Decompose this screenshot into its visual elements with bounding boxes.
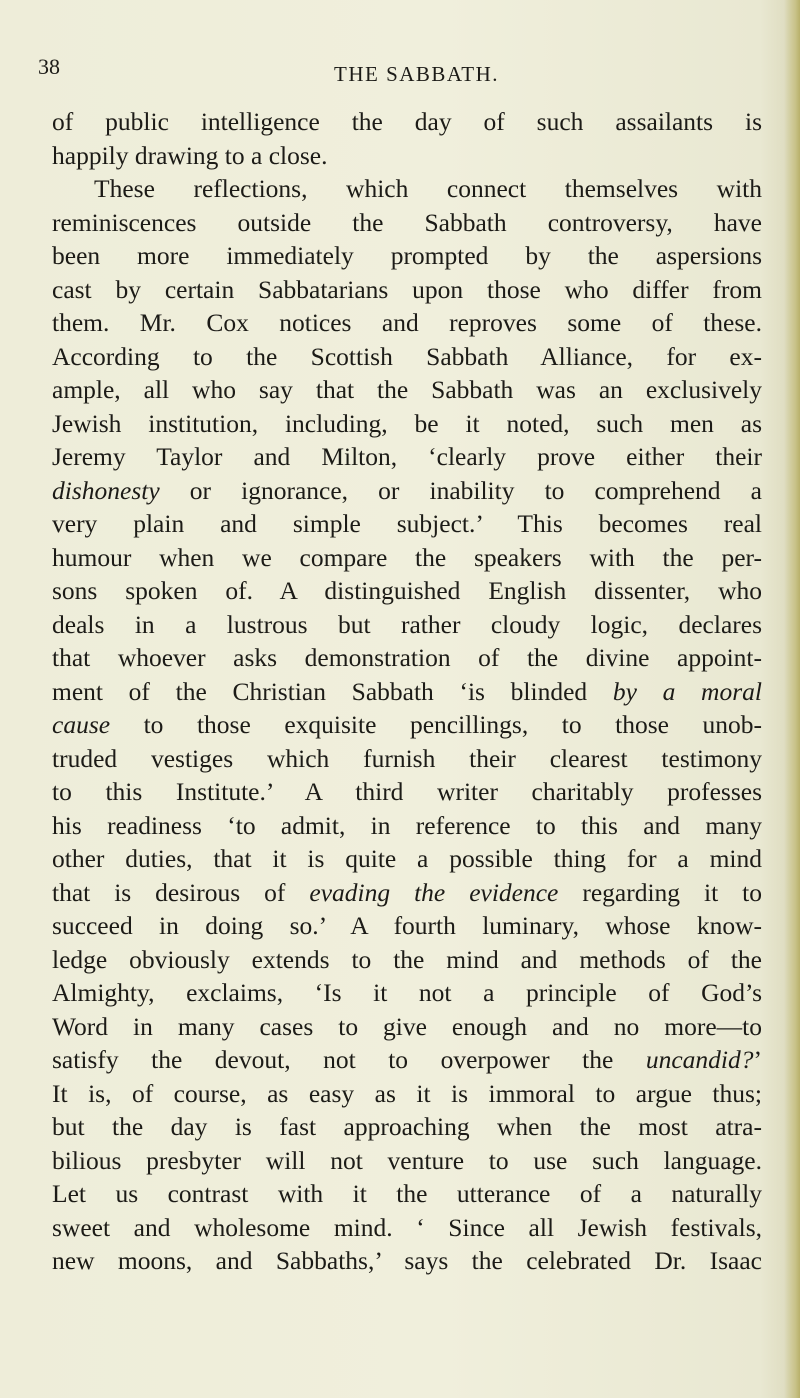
text-line: satisfy the devout, not to overpower the uncandid?’: [52, 1045, 762, 1074]
text-line: sweet and wholesome mind. ‘ Since all Jewish festivals,: [52, 1212, 762, 1242]
text-line: happily drawing to a close.: [52, 140, 328, 170]
text-line: been more immediately prompted by the aspersions: [52, 241, 762, 270]
text-line: cause to those exquisite pencillings, to those unob-: [52, 710, 762, 739]
text-line: humour when we compare the speakers with the per-: [52, 542, 762, 572]
text-line: that whoever asks demonstration of the divine appoint-: [52, 643, 762, 672]
text-line: new moons, and Sabbaths,’ says the celebrated Dr. Isaac: [52, 1246, 762, 1275]
text-line: These reflections, which connect themselves with: [94, 174, 762, 203]
text-line: Word in many cases to give enough and no more—to: [52, 1011, 762, 1041]
text-line: other duties, that it is quite a possible thing for a mind: [52, 844, 762, 873]
text-line: truded vestiges which furnish their clearest testimony: [52, 743, 762, 773]
text-line: It is, of course, as easy as it is immoral to argue thus;: [52, 1078, 762, 1108]
page-edge-shading: [784, 0, 800, 1398]
running-head: THE SABBATH.: [334, 62, 500, 86]
text-line: sons spoken of. A distinguished English dissenter, who: [52, 576, 762, 605]
text-line: dishonesty or ignorance, or inability to comprehend a: [52, 475, 762, 505]
text-line: succeed in doing so.’ A fourth luminary, whose know-: [52, 911, 762, 940]
text-line: to this Institute.’ A third writer charitably professes: [52, 777, 762, 806]
text-line: cast by certain Sabbatarians upon those who differ from: [52, 274, 762, 304]
page-number: 38: [38, 54, 60, 79]
text-line: ment of the Christian Sabbath ‘is blinded by a moral: [52, 676, 762, 706]
text-line: that is desirous of evading the evidence regarding it to: [52, 877, 762, 907]
text-line: but the day is fast approaching when the most atra-: [52, 1112, 762, 1141]
text-line: his readiness ‘to admit, in reference to this and many: [52, 810, 762, 840]
page-header: [38, 54, 778, 94]
text-line: Jewish institution, including, be it noted, such men as: [52, 408, 762, 438]
text-line: of public intelligence the day of such assailants is: [52, 107, 762, 136]
text-line: very plain and simple subject.’ This becomes real: [52, 509, 762, 538]
text-line: ledge obviously extends to the mind and methods of the: [52, 944, 762, 974]
text-line: Almighty, exclaims, ‘Is it not a principle of God’s: [52, 978, 762, 1007]
text-line: them. Mr. Cox notices and reproves some of these.: [52, 308, 762, 337]
text-line: deals in a lustrous but rather cloudy logic, declares: [52, 609, 762, 639]
body-text: [52, 105, 762, 1278]
text-line: Jeremy Taylor and Milton, ‘clearly prove either their: [52, 442, 762, 471]
text-line: Let us contrast with it the utterance of a naturally: [52, 1179, 762, 1208]
text-line: bilious presbyter will not venture to use such language.: [52, 1145, 762, 1175]
text-line: According to the Scottish Sabbath Alliance, for ex-: [52, 341, 762, 371]
text-line: reminiscences outside the Sabbath controversy, have: [52, 207, 762, 237]
text-line: ample, all who say that the Sabbath was an exclusively: [52, 375, 762, 404]
